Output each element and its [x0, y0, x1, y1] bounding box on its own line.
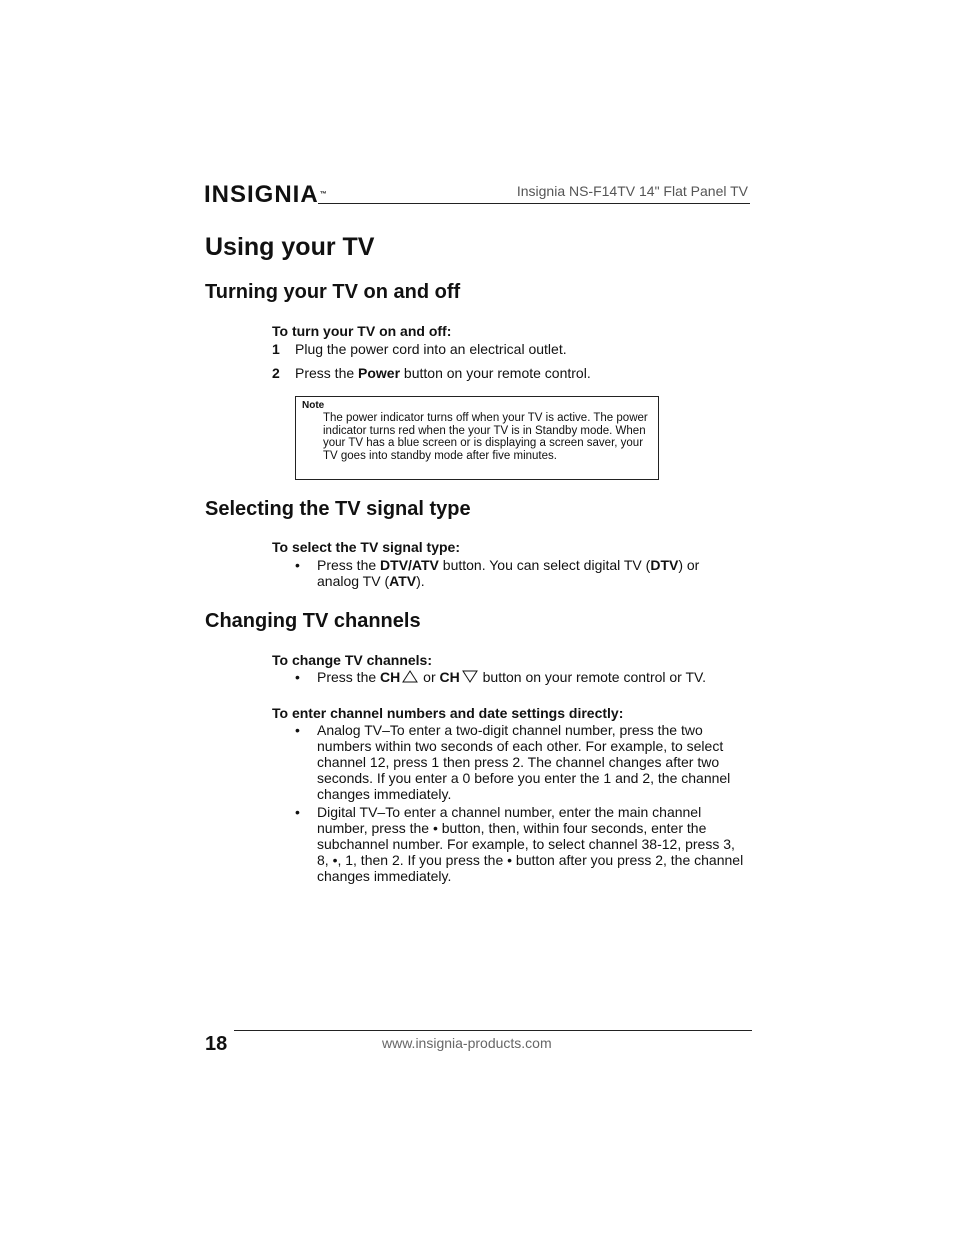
channels-bullet-list — [295, 669, 755, 687]
signal-bullet-list — [295, 557, 735, 591]
triangle-down-icon — [462, 670, 478, 683]
direct-entry-bullet-list — [295, 722, 747, 886]
procedure-heading-channels: To change TV channels: — [272, 652, 432, 668]
section-heading-channels: Changing TV channels — [205, 610, 421, 632]
footer-rule — [234, 1030, 752, 1031]
bullet: • — [295, 557, 300, 573]
triangle-up-icon — [402, 670, 418, 683]
bullet: • — [295, 804, 300, 820]
power-button-name: Power — [358, 365, 401, 381]
note-text: The power indicator turns off when your TV is active. The power indicator turns red when the your TV is in Standby mode. When your TV has a blue screen or is displaying a screen saver, your TV goes into standby mode after five minutes. — [323, 412, 648, 462]
step-number: 2 — [272, 365, 280, 381]
list-item: • Digital TV–To enter a channel number, enter the main channel number, press the • button, then, within four seconds, enter the subchannel number. For example, to select channel 38-12, press 3, 8, •, 1, then 2. If you press the • button after you press 2, the channel changes immediately. — [295, 804, 744, 884]
footer-url: www.insignia-products.com — [382, 1035, 552, 1051]
step-2: 2 Press the Power button on your remote control. — [272, 365, 591, 381]
list-item: • Analog TV–To enter a two-digit channel number, press the two numbers within two seconds of each other. For example, to select channel 12, press 1 then press 2. The channel changes after two seconds. If you enter a 0 before you enter the 1 and 2, the channel changes immediately. — [295, 722, 731, 802]
insignia-logo: INSIGNIA™ — [204, 181, 327, 208]
step-text: Plug the power cord into an electrical outlet. — [295, 341, 567, 357]
procedure-heading-direct-entry: To enter channel numbers and date settings directly: — [272, 705, 624, 721]
header-rule — [318, 203, 750, 204]
list-item: • Press the DTV/ATV button. You can select digital TV (DTV) or analog TV (ATV). — [295, 557, 700, 589]
note-label: Note — [302, 400, 325, 411]
trademark-symbol: ™ — [319, 191, 327, 198]
section-heading-power: Turning your TV on and off — [205, 281, 461, 303]
section-heading-signal: Selecting the TV signal type — [205, 498, 471, 520]
note-box — [295, 396, 659, 480]
bullet: • — [295, 669, 300, 685]
step-number: 1 — [272, 341, 280, 357]
list-item: • Press the CH or CH button on your remote control or TV. — [295, 669, 706, 685]
page-title: Using your TV — [205, 233, 375, 261]
procedure-heading-power: To turn your TV on and off: — [272, 323, 452, 339]
step-1 — [272, 340, 567, 358]
bullet: • — [295, 722, 300, 738]
page-number: 18 — [205, 1033, 228, 1055]
procedure-heading-signal: To select the TV signal type: — [272, 539, 461, 555]
header-title: Insignia NS-F14TV 14" Flat Panel TV — [516, 183, 748, 199]
